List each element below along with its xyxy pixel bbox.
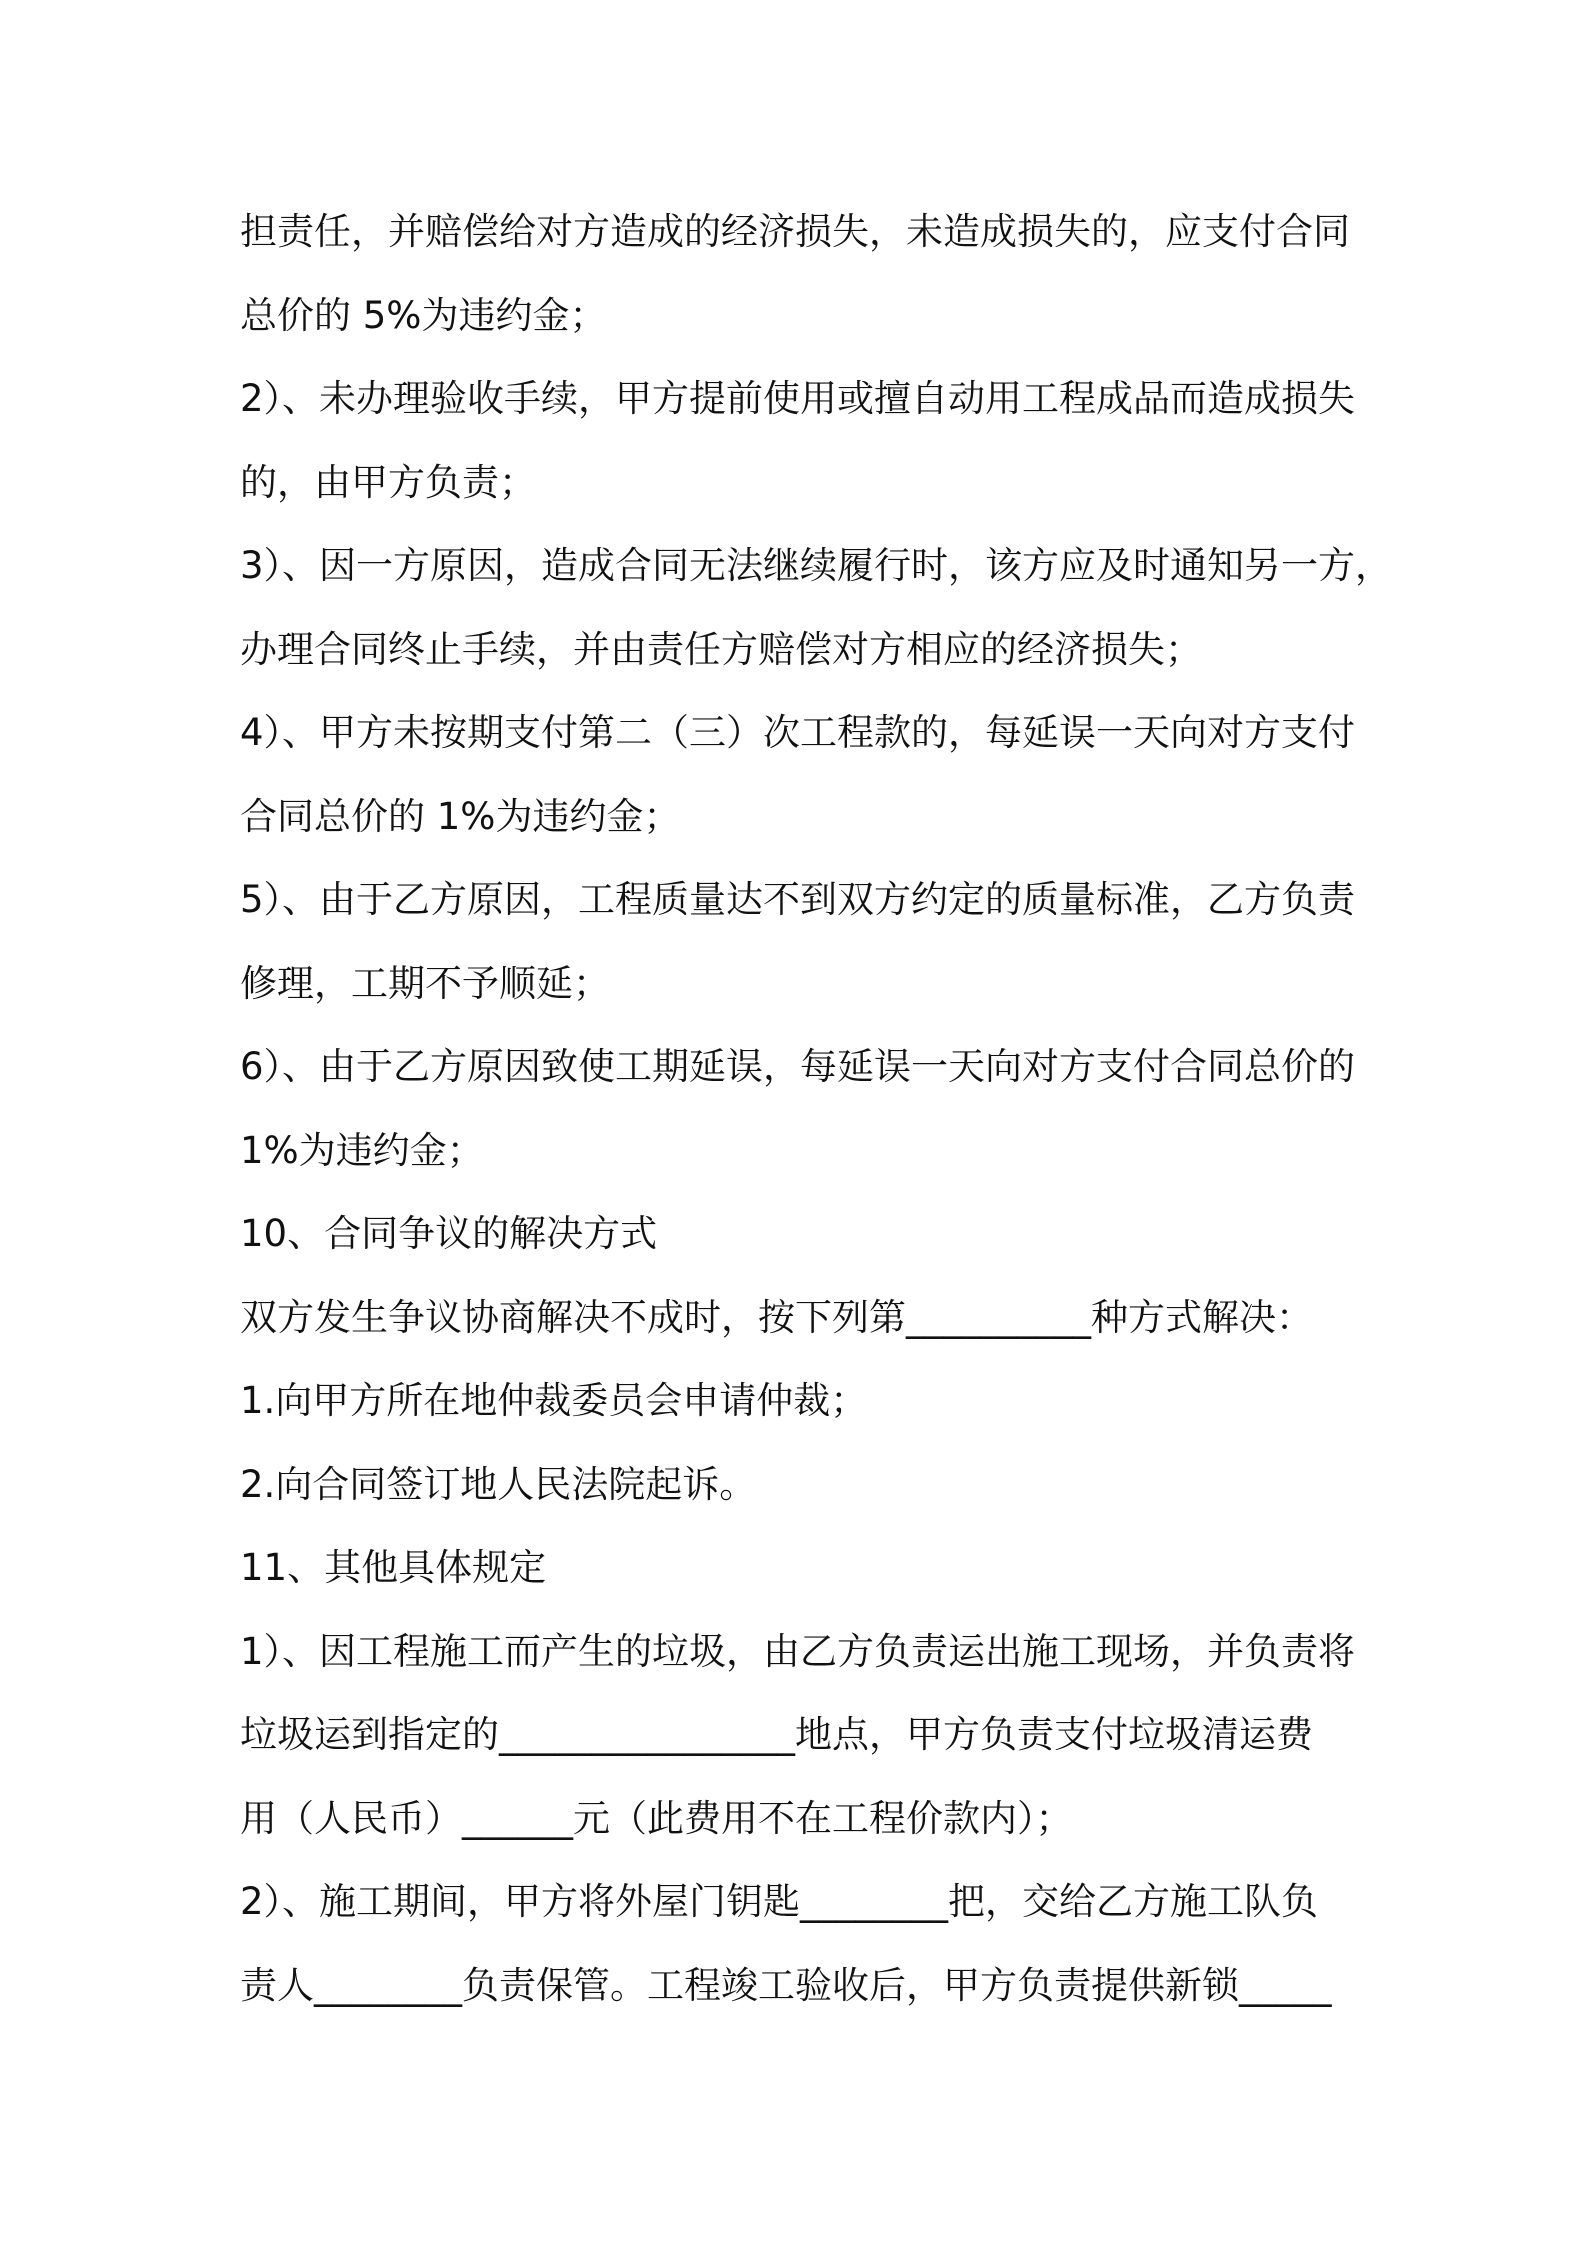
text-line: 2.向合同签订地人民法院起诉。 [240,1462,757,1506]
text-line: 修理，工期不予顺延； [240,961,610,1005]
text-line: 总价的 5%为违约金； [240,293,607,337]
text-line: 的，由甲方负责； [240,460,536,504]
text-line: 6）、由于乙方原因致使工期延误，每延误一天向对方支付合同总价的 [240,1045,1356,1088]
text-line: 责人________负责保管。工程竣工验收后，甲方负责提供新锁_____ [240,1963,1332,2007]
text-line: 3）、因一方原因，造成合同无法继续履行时，该方应及时通知另一方， [240,544,1393,587]
text-line: 用（人民币）______元（此费用不在工程价款内）； [240,1796,1073,1840]
document-body [240,190,1393,2027]
text-line: 5）、由于乙方原因，工程质量达不到双方约定的质量标准，乙方负责 [240,878,1356,921]
text-line: 1.向甲方所在地仲裁委员会申请仲裁； [240,1379,868,1422]
text-line: 合同总价的 1%为违约金； [240,794,681,838]
text-line: 担责任，并赔偿给对方造成的经济损失，未造成损失的，应支付合同 [240,210,1350,253]
section-heading: 11、其他具体规定 [240,1546,547,1589]
text-line: 办理合同终止手续，并由责任方赔偿对方相应的经济损失； [240,627,1202,671]
text-line: 2）、未办理验收手续，甲方提前使用或擅自动用工程成品而造成损失 [240,377,1356,420]
text-line: 1%为违约金； [240,1128,484,1172]
text-line: 4）、甲方未按期支付第二（三）次工程款的，每延误一天向对方支付 [240,711,1356,754]
text-line: 双方发生争议协商解决不成时，按下列第__________种方式解决： [240,1295,1313,1339]
section-heading: 10、合同争议的解决方式 [240,1212,658,1255]
text-line: 1）、因工程施工而产生的垃圾，由乙方负责运出施工现场，并负责将 [240,1629,1356,1673]
text-line: 垃圾运到指定的________________地点，甲方负责支付垃圾清运费 [240,1713,1313,1756]
text-line: 2）、施工期间，甲方将外屋门钥匙________把，交给乙方施工队负 [240,1880,1319,1923]
